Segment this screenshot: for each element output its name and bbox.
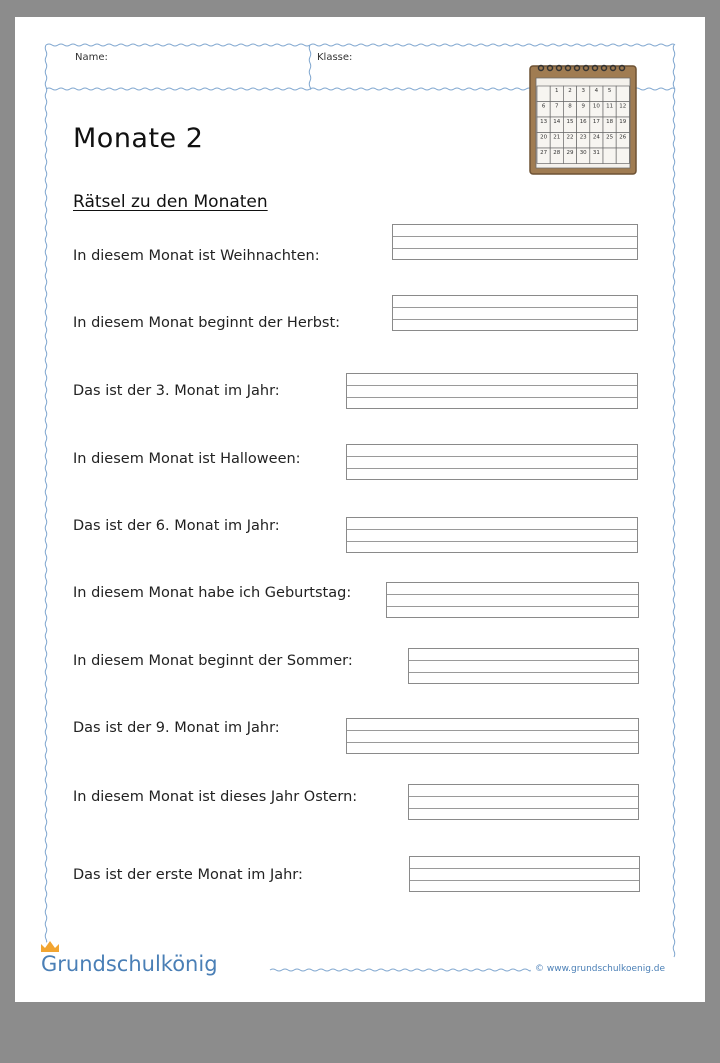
name-label: Name: bbox=[75, 52, 108, 63]
calendar-day: 1 bbox=[555, 88, 559, 94]
calendar-day: 26 bbox=[619, 134, 627, 141]
calendar-day: 28 bbox=[553, 150, 561, 156]
worksheet-subtitle: Rätsel zu den Monaten bbox=[73, 192, 268, 212]
calendar-day: 21 bbox=[553, 134, 561, 141]
answer-field-1[interactable] bbox=[392, 224, 638, 260]
calendar-day: 27 bbox=[540, 150, 548, 156]
calendar-day: 30 bbox=[579, 150, 587, 156]
calendar-day: 18 bbox=[606, 119, 614, 125]
answer-field-9[interactable] bbox=[408, 784, 639, 820]
answer-field-7[interactable] bbox=[408, 648, 639, 684]
class-label: Klasse: bbox=[317, 52, 353, 63]
calendar-day: 12 bbox=[619, 103, 627, 110]
calendar-day: 2 bbox=[568, 88, 572, 94]
copyright-text: © www.grundschulkoenig.de bbox=[535, 964, 666, 974]
calendar-day: 20 bbox=[540, 134, 548, 141]
answer-field-2[interactable] bbox=[392, 295, 638, 331]
answer-field-8[interactable] bbox=[346, 718, 639, 754]
calendar-day: 3 bbox=[581, 88, 585, 94]
calendar-day: 10 bbox=[592, 103, 600, 110]
calendar-day: 4 bbox=[594, 88, 599, 94]
question-7: In diesem Monat beginnt der Sommer: bbox=[73, 653, 353, 669]
question-1: In diesem Monat ist Weihnachten: bbox=[73, 248, 320, 264]
calendar-day: 22 bbox=[566, 134, 574, 141]
calendar-day: 13 bbox=[540, 119, 548, 125]
calendar-day: 6 bbox=[541, 103, 546, 110]
calendar-day: 16 bbox=[579, 119, 587, 125]
question-9: In diesem Monat ist dieses Jahr Ostern: bbox=[73, 789, 358, 805]
brand-logo: Grundschulkönig bbox=[41, 952, 218, 976]
calendar-cell bbox=[603, 148, 616, 164]
calendar-day: 11 bbox=[606, 103, 614, 110]
answer-field-6[interactable] bbox=[386, 582, 639, 618]
calendar-day: 9 bbox=[581, 103, 585, 110]
answer-field-4[interactable] bbox=[346, 444, 638, 480]
question-6: In diesem Monat habe ich Geburtstag: bbox=[73, 585, 352, 601]
calendar-day: 29 bbox=[566, 150, 574, 156]
worksheet-title: Monate 2 bbox=[73, 123, 204, 154]
question-4: In diesem Monat ist Halloween: bbox=[73, 451, 301, 467]
calendar-day: 25 bbox=[606, 134, 614, 141]
calendar-icon bbox=[528, 60, 638, 180]
answer-field-10[interactable] bbox=[409, 856, 640, 892]
question-3: Das ist der 3. Monat im Jahr: bbox=[73, 383, 280, 399]
answer-field-3[interactable] bbox=[346, 373, 638, 409]
calendar-day: 5 bbox=[607, 88, 612, 94]
calendar-day: 31 bbox=[592, 150, 600, 156]
calendar-day: 24 bbox=[592, 134, 600, 141]
calendar-day: 23 bbox=[579, 134, 587, 141]
calendar-day: 17 bbox=[592, 119, 600, 125]
calendar-cell bbox=[616, 86, 629, 102]
question-8: Das ist der 9. Monat im Jahr: bbox=[73, 720, 280, 736]
calendar-day: 14 bbox=[553, 119, 561, 125]
calendar-cell bbox=[537, 86, 550, 102]
worksheet-page bbox=[15, 17, 705, 1002]
calendar-cell bbox=[616, 148, 629, 164]
question-5: Das ist der 6. Monat im Jahr: bbox=[73, 518, 280, 534]
calendar-day: 8 bbox=[568, 103, 572, 110]
question-10: Das ist der erste Monat im Jahr: bbox=[73, 867, 303, 883]
calendar-day: 7 bbox=[555, 103, 559, 110]
question-2: In diesem Monat beginnt der Herbst: bbox=[73, 315, 341, 331]
answer-field-5[interactable] bbox=[346, 517, 638, 553]
calendar-day: 19 bbox=[619, 119, 627, 125]
calendar-day: 15 bbox=[566, 119, 574, 125]
